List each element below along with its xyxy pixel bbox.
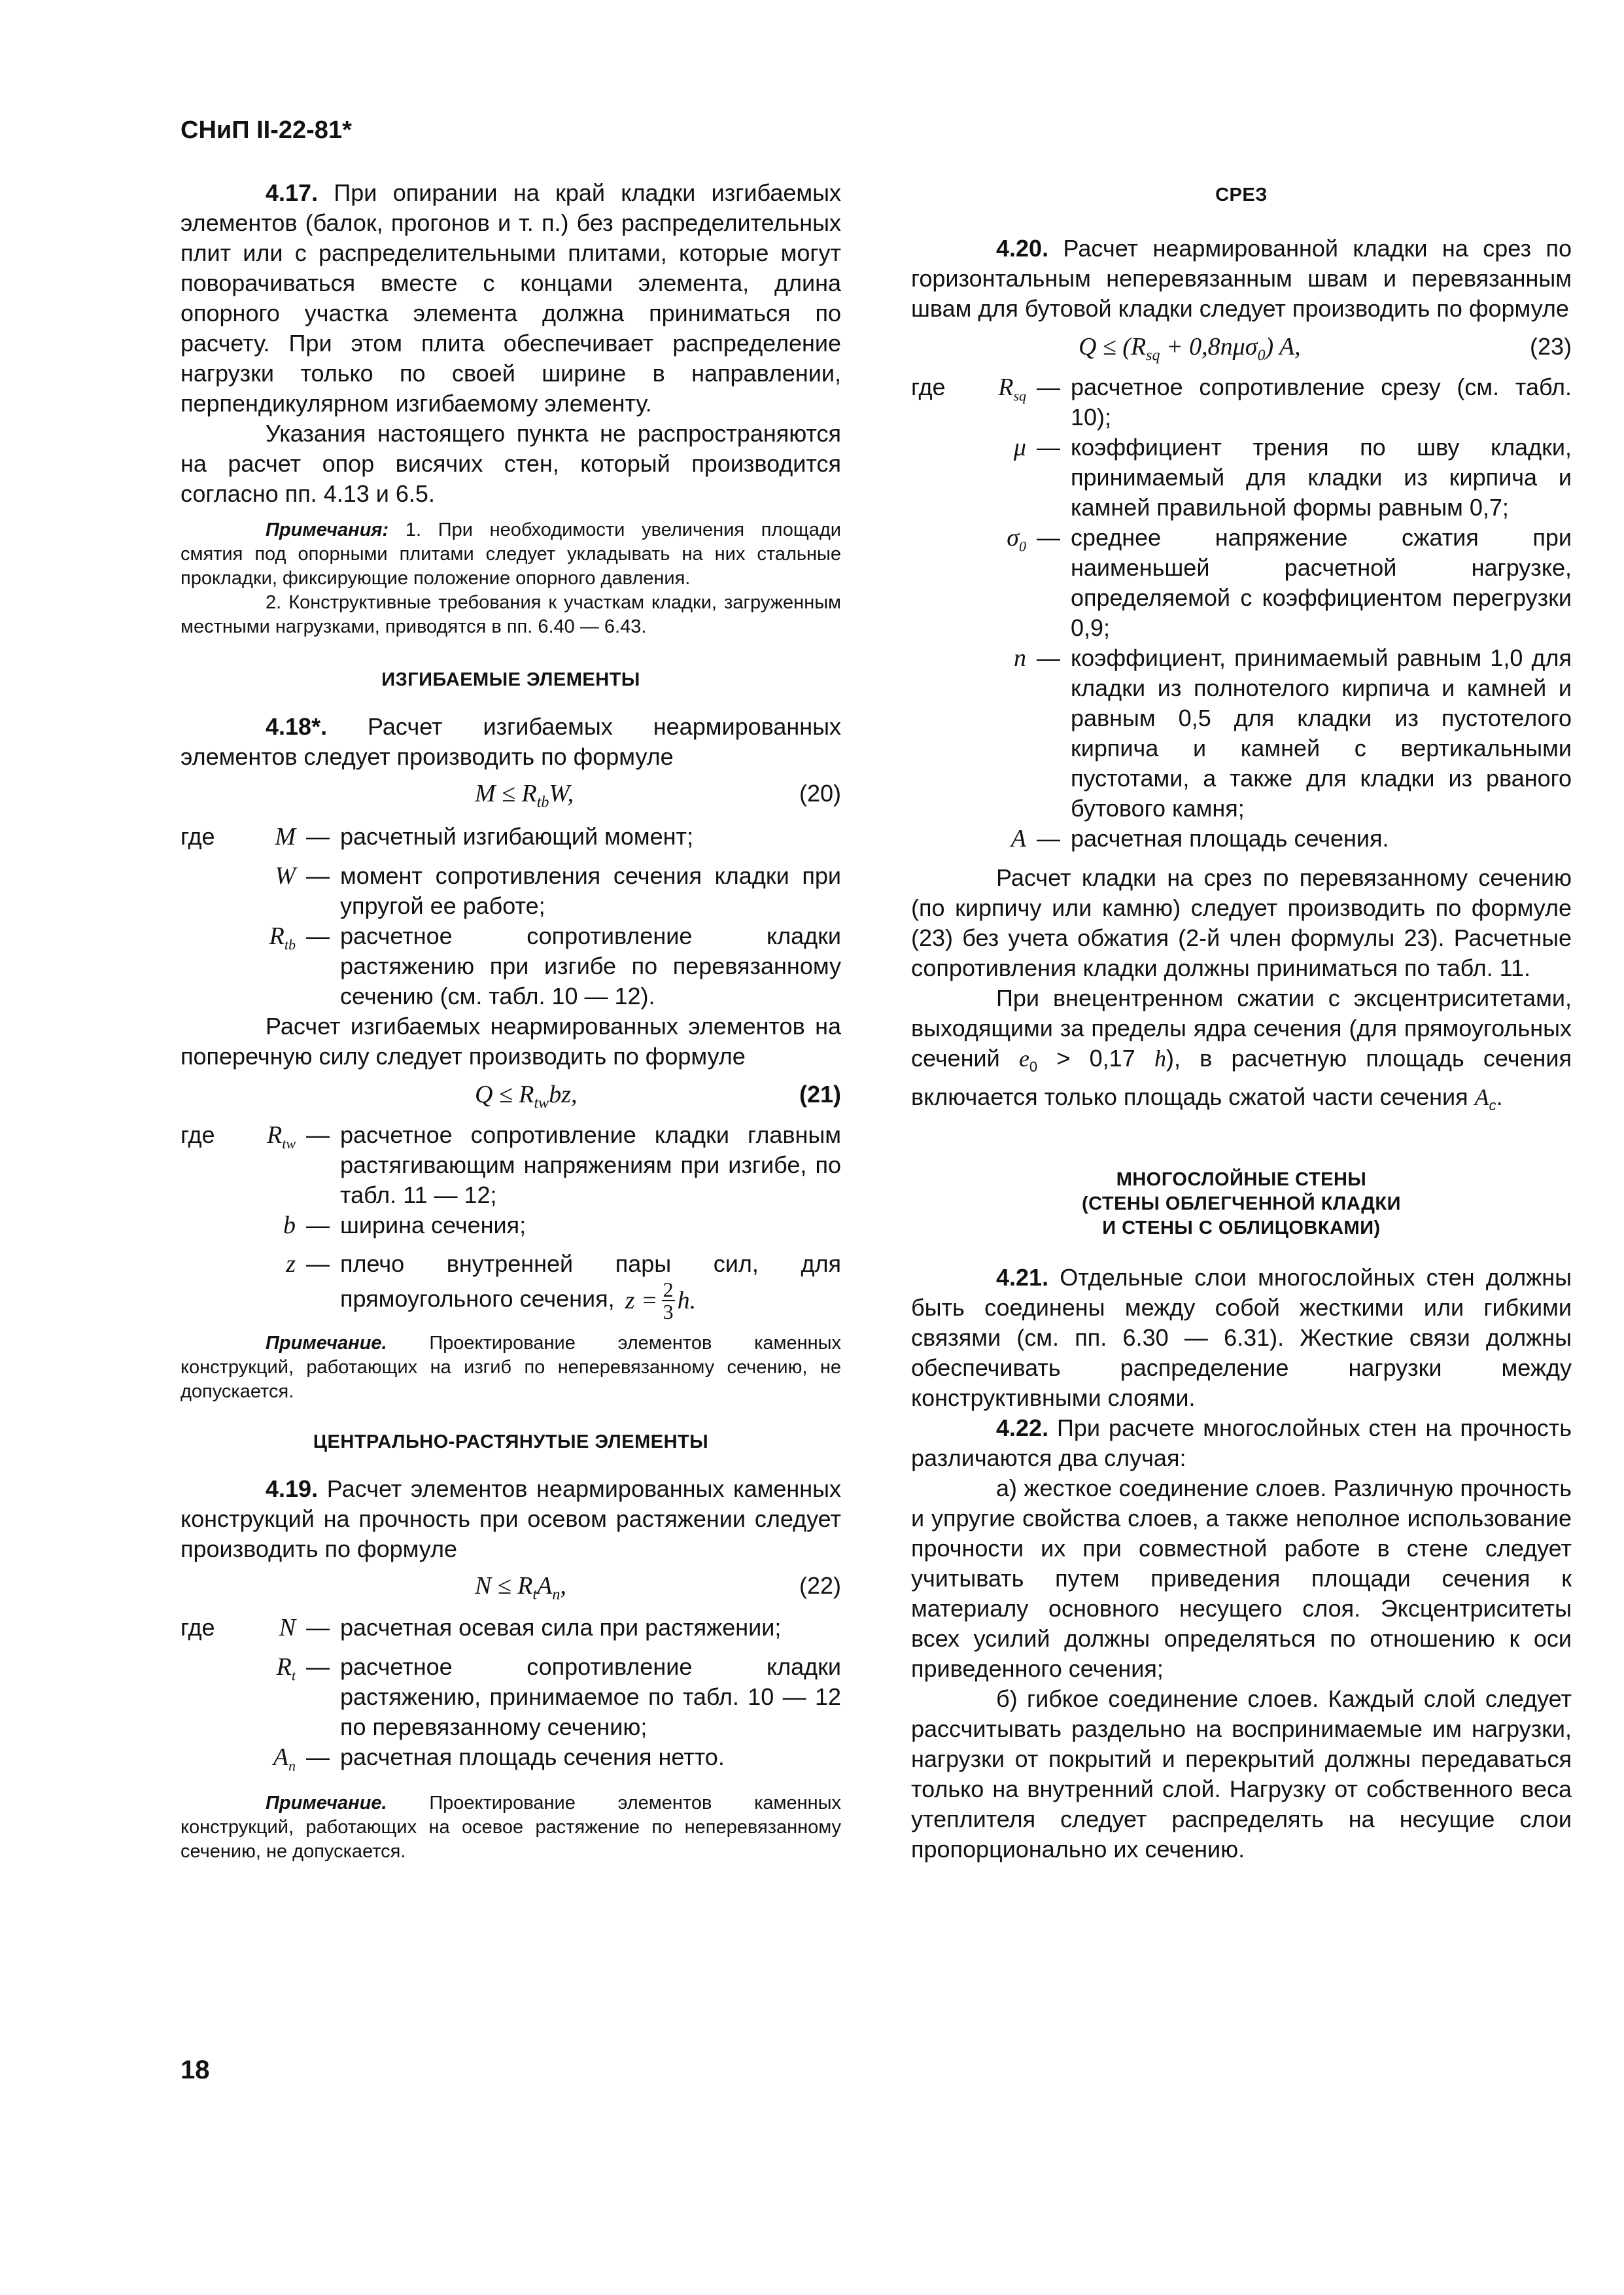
paragraph-4-22-b: б) гибкое соединение слоев. Каждый слой следует рассчитывать раздельно на воспринимаемые им нагрузки, нагрузки от покрытий и перекрытий должны передаваться только на внутренний слой. Нагрузку от собственного веса утеплителя следует распределять на несущие слои пропорционально их сечению.: [911, 1685, 1572, 1863]
note-4-17-1: [181, 518, 841, 591]
section-heading-multilayer-3: И СТЕНЫ С ОБЛИЦОВКАМИ): [1102, 1217, 1381, 1238]
left-column: [181, 178, 841, 1864]
note-text: 1. При необходимости увеличения площади смятия под опорными плитами следует укладывать на них стальные прокладки, фиксирующие положение опорного давления.: [181, 519, 841, 589]
formula-22: [181, 1571, 841, 1603]
definition-item: $\sigma_0$ — среднее напряжение сжатия при наименьшей расчетной нагрузке, определяемой с коэффициентом перегрузки 0,9;: [1007, 524, 1572, 641]
formula-21: [181, 1079, 841, 1112]
formula-23: [911, 332, 1572, 364]
paragraph-text: Расчет элементов неармированных каменных конструкций на прочность при осевом растяжении следует производить по формуле: [181, 1475, 841, 1563]
note-text: Проектирование элементов каменных конструкций, работающих на изгиб по неперевязанному сечению, не допускается.: [181, 1333, 841, 1403]
note-label: Примечание.: [266, 1793, 387, 1814]
clause-number: 4.18*.: [266, 713, 328, 740]
section-heading-multilayer-1: МНОГОСЛОЙНЫЕ СТЕНЫ: [1116, 1168, 1367, 1190]
note-text: Проектирование элементов каменных конструкций, работающих на осевое растяжение по неперевязанному сечению, не допускается.: [181, 1793, 841, 1863]
paragraph-text: Отдельные слои многослойных стен должны быть соединены между собой жесткими или гибкими связями (см. пп. 6.30 — 6.31). Жесткие связи должны обеспечивать распределение нагрузки между конструктивными слоями.: [911, 1263, 1572, 1411]
formula-expression: $Q \le (R_{sq} + 0,8n\mu\sigma_0)$ A,: [1079, 333, 1301, 364]
section-heading-bending: ИЗГИБАЕМЫЕ ЭЛЕМЕНТЫ: [381, 669, 640, 690]
paragraph-4-17: [181, 178, 841, 419]
definition-item: где $R_{sq}$ — расчетное сопротивление срезу (см. табл. 10);: [911, 374, 1572, 430]
page-number: 18: [181, 2056, 210, 2084]
paragraph-text: При расчете многослойных стен на прочность различаются два случая:: [911, 1414, 1572, 1471]
paragraph-4-18-b: Расчет изгибаемых неармированных элементов на поперечную силу следует производить по формуле: [181, 1012, 841, 1070]
formula-expression: $N \le R_tA_n$,: [475, 1572, 566, 1603]
definition-item: $R_{tb}$ — расчетное сопротивление кладки растяжению при изгибе по перевязанному сечению (см. табл. 10 — 12).: [269, 922, 841, 1009]
section-heading-multilayer-2: (СТЕНЫ ОБЛЕГЧЕННОЙ КЛАДКИ: [1082, 1193, 1401, 1214]
note-label: Примечание.: [266, 1333, 387, 1354]
definition-item: μ — коэффициент трения по шву кладки, принимаемый для кладки из кирпича и камней правильной формы равным 0,7;: [1013, 434, 1572, 521]
definition-item: где N — расчетная осевая сила при растяжении;: [181, 1614, 782, 1642]
definition-item: z — плечо внутренней пары сил, для прямоугольного сечения, z = $\frac{2}{3}$ h.: [286, 1250, 841, 1324]
formula-number: (21): [799, 1080, 841, 1108]
note-4-17-2: 2. Конструктивные требования к участкам кладки, загруженным местными нагрузками, приводятся в пп. 6.40 — 6.43.: [181, 592, 841, 637]
paragraph-text: Расчет изгибаемых неармированных элементов следует производить по формуле: [181, 713, 841, 770]
definition-item: где $R_{tw}$ — расчетное сопротивление кладки главным растягивающим напряжениям при изгибе, по табл. 11 — 12;: [181, 1121, 841, 1208]
formula-20: [181, 779, 841, 811]
definition-item: $R_t$ — расчетное сопротивление кладки растяжению, принимаемое по табл. 10 — 12 по перевязанному сечению;: [276, 1653, 841, 1740]
fraction-formula: z = $\frac{2}{3}$ h.: [625, 1278, 697, 1324]
paragraph-4-18: [181, 712, 841, 772]
note-bending: [181, 1331, 841, 1404]
definition-item: A — расчетная площадь сечения.: [1011, 825, 1389, 852]
clause-number: 4.22.: [996, 1414, 1049, 1441]
definition-item: $A_n$ — расчетная площадь сечения нетто.: [273, 1743, 725, 1774]
paragraph-4-19: [181, 1474, 841, 1564]
formula-number: (23): [1529, 333, 1572, 360]
paragraph-text: Расчет неармированной кладки на срез по горизонтальным неперевязанным швам и перевязанным швам для бутовой кладки следует производить по формуле: [911, 235, 1572, 322]
right-column: [911, 178, 1572, 1865]
note-tension: [181, 1791, 841, 1864]
paragraph-4-21: [911, 1263, 1572, 1413]
formula-expression: $Q \le R_{tw}bz$,: [475, 1080, 578, 1112]
definition-item: b — ширина сечения;: [283, 1211, 527, 1239]
paragraph-4-20-c: При внецентренном сжатии с эксцентриситетами, выходящими за пределы ядра сечения (для прямоугольных сечений $e_0 > 0,17$ h), в расчетную площадь сечения включается только площадь сжатой части сечения $A_c$.: [911, 984, 1572, 1113]
definitions-22: [181, 1613, 841, 1781]
section-heading-tension: ЦЕНТРАЛЬНО-РАСТЯНУТЫЕ ЭЛЕМЕНТЫ: [313, 1431, 709, 1453]
clause-number: 4.20.: [996, 235, 1049, 262]
definition-item: W — момент сопротивления сечения кладки при упругой ее работе;: [275, 862, 841, 919]
clause-number: 4.17.: [266, 179, 319, 206]
paragraph-4-17-b: Указания настоящего пункта не распространяются на расчет опор висячих стен, который производится согласно пп. 4.13 и 6.5.: [181, 420, 841, 507]
formula-number: (20): [799, 780, 841, 807]
formula-expression: $M \le R_{tb}W$,: [475, 780, 574, 811]
running-header: СНиП II-22-81*: [181, 116, 352, 144]
notes-label: Примечания:: [266, 519, 389, 540]
definitions-23: [911, 372, 1572, 863]
paragraph-4-22-a: а) жесткое соединение слоев. Различную прочность и упругие свойства слоев, а также неполное использование прочности их при совместной работе в стене следует учитывать путем приведения площади сечения к материалу основного несущего слоя. Эксцентриситеты всех усилий должны определяться по отношению к оси приведенного сечения;: [911, 1474, 1572, 1682]
paragraph-4-20-b: Расчет кладки на срез по перевязанному сечению (по кирпичу или камню) следует производить по формуле (23) без учета обжатия (2-й член формулы 23). Расчетные сопротивления кладки должны приниматься по табл. 11.: [911, 864, 1572, 981]
paragraph-text: При опирании на край кладки изгибаемых элементов (балок, прогонов и т. п.) без распределительных плит или с распределительными плитами, которые могут поворачиваться вместе с концами элемента, длина опорного участка элемента должна приниматься по расчету. При этом плита обеспечивает распределение нагрузки только по своей ширине в направлении, перпендикулярном изгибаемому элементу.: [181, 179, 841, 417]
formula-number: (22): [799, 1572, 841, 1600]
definitions-21: [181, 1120, 841, 1323]
definition-item: n — коэффициент, принимаемый равным 1,0 для кладки из полнотелого кирпича и камней и равным 0,5 для кладки из пустотелого кирпича и камней с вертикальными пустотами, а также для кладки из рваного бутового камня;: [1014, 644, 1572, 822]
section-heading-shear: СРЕЗ: [1215, 184, 1268, 205]
paragraph-4-20: [911, 234, 1572, 324]
clause-number: 4.19.: [266, 1475, 319, 1503]
paragraph-4-22: [911, 1413, 1572, 1473]
clause-number: 4.21.: [996, 1263, 1049, 1291]
definitions-20: [181, 822, 841, 1011]
definition-item: где M — расчетный изгибающий момент;: [181, 823, 693, 850]
